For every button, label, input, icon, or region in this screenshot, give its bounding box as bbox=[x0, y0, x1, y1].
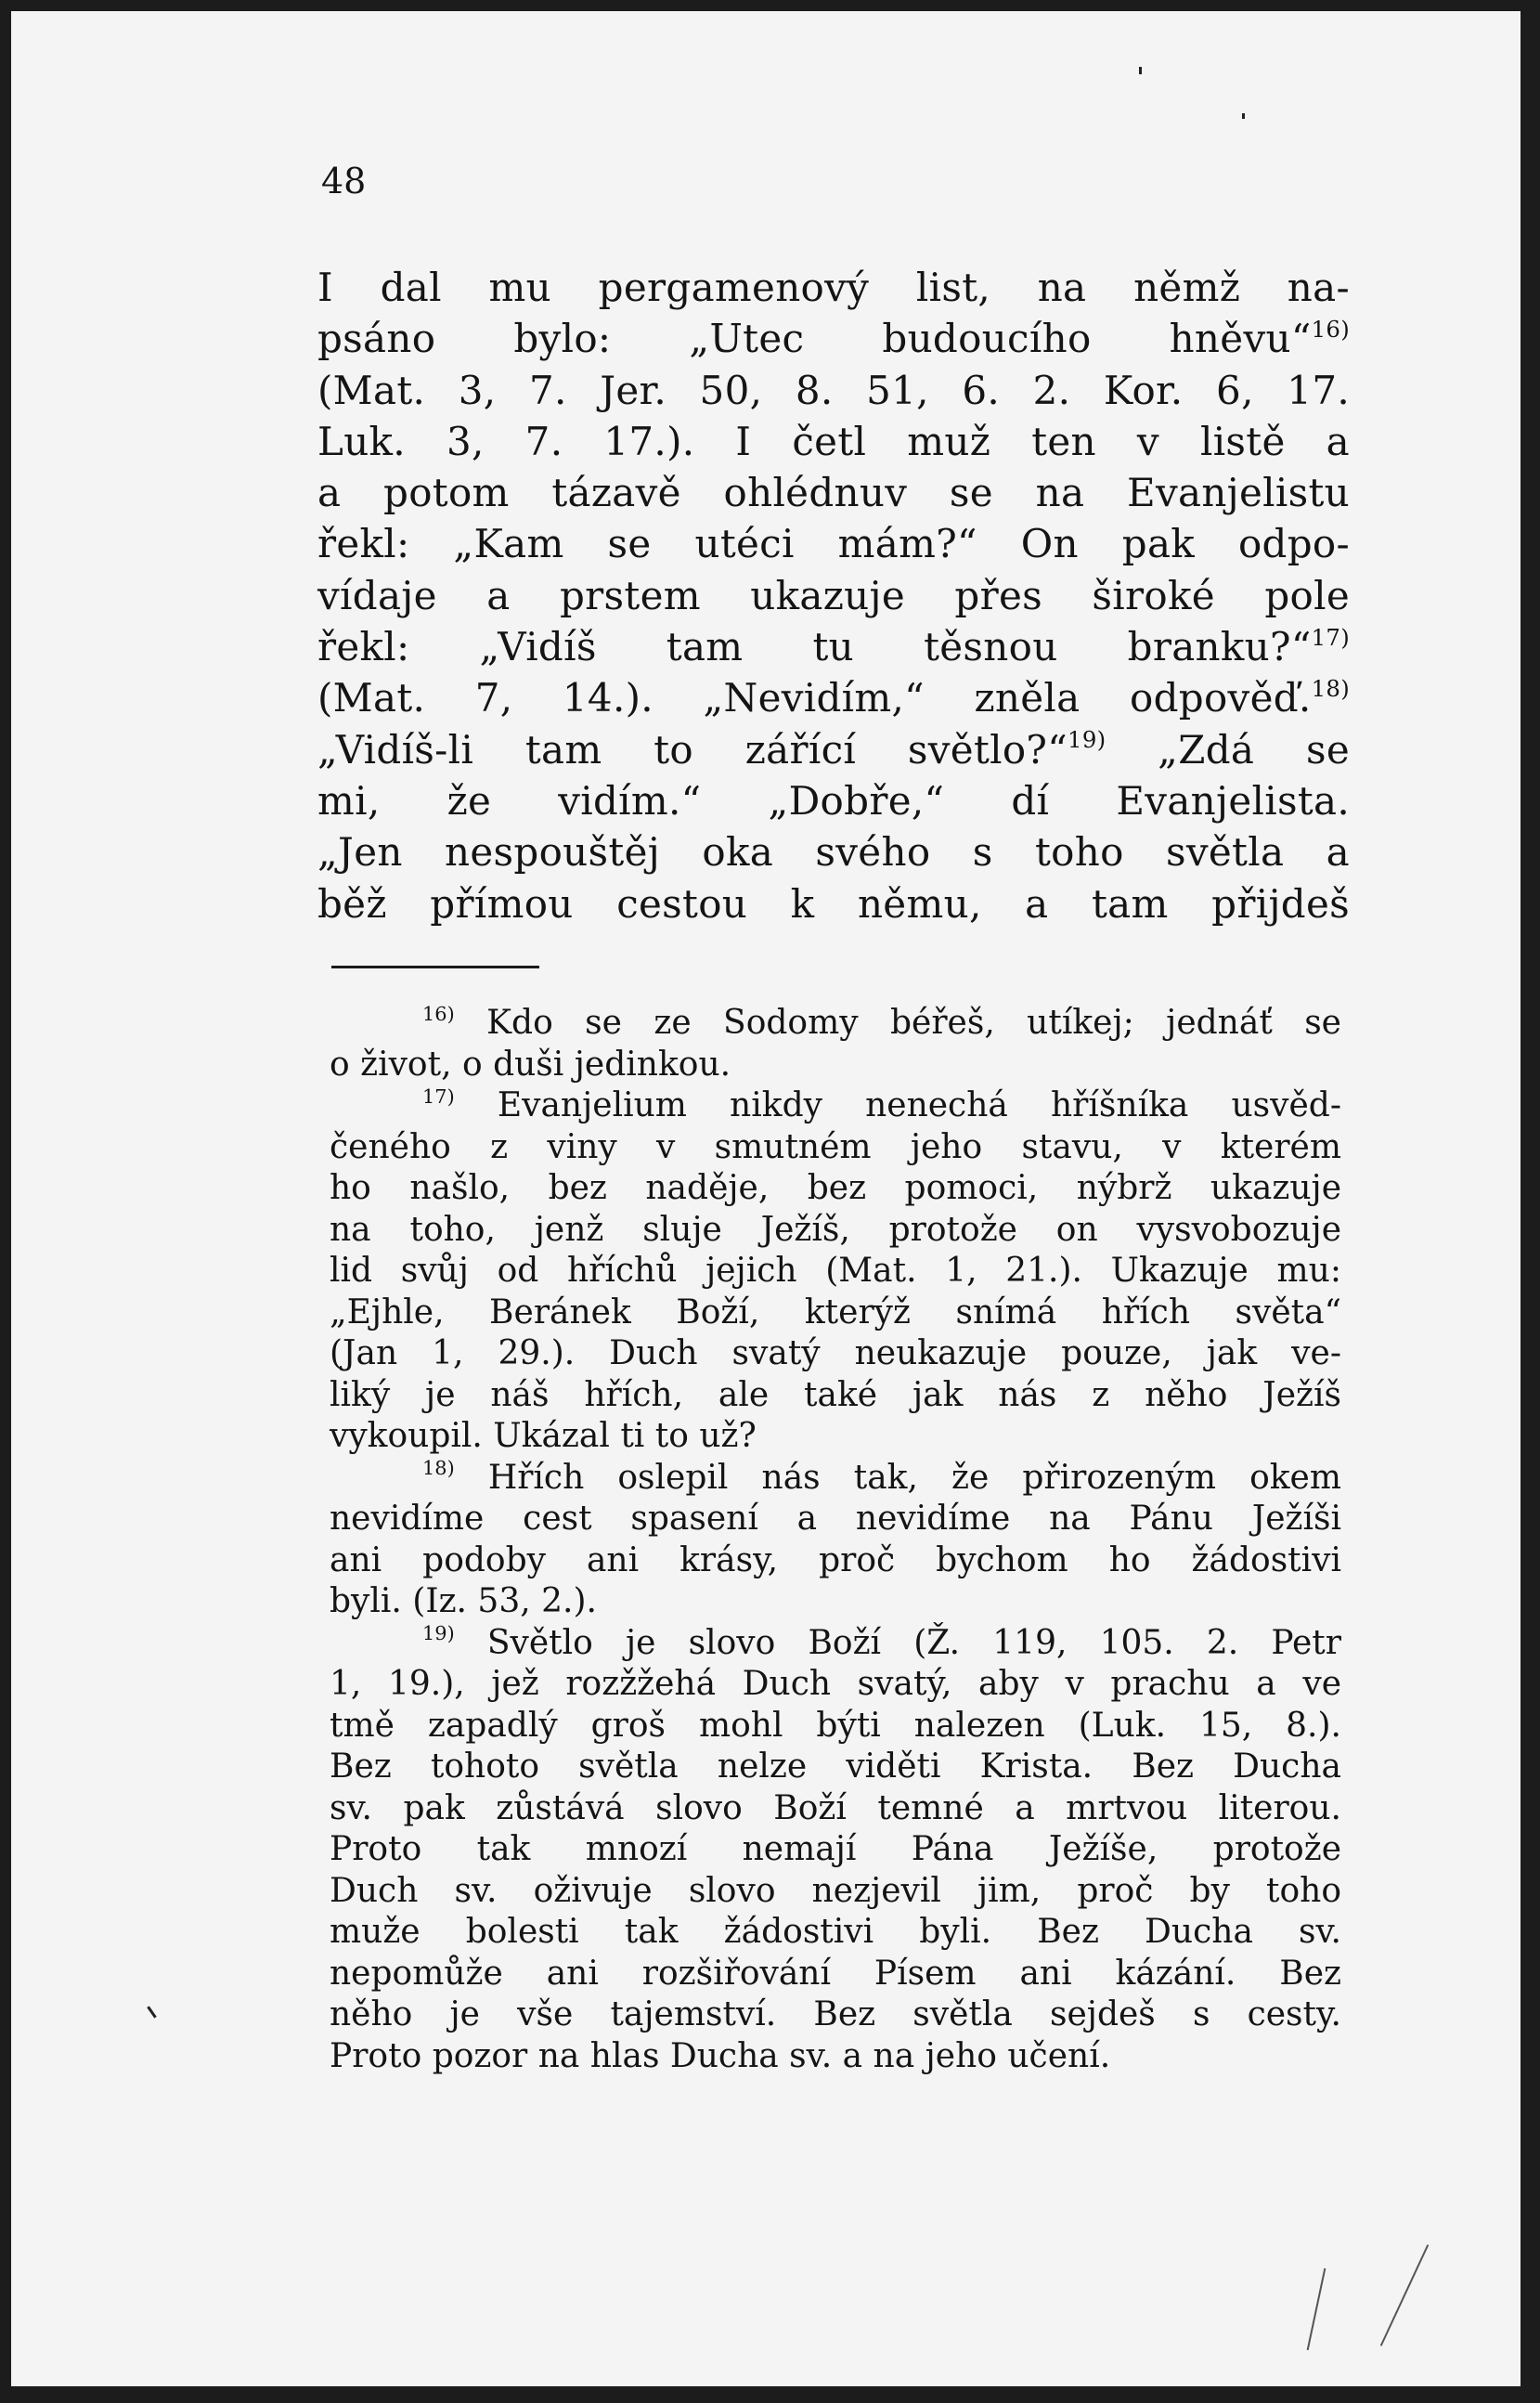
footnote-line bbox=[330, 1168, 1341, 1210]
footnote-text: Hřích oslepil nás tak, že přirozeným okem bbox=[454, 1458, 1341, 1497]
footnote-line-text: Proto pozor na hlas Ducha sv. a na jeho učení. bbox=[330, 2036, 1111, 2075]
footnote-line-text: „Ejhle, Beránek Boží, kterýž snímá hřích světa“ bbox=[330, 1292, 1341, 1331]
footnote-line bbox=[330, 1788, 1341, 1830]
scan-speck bbox=[1307, 2268, 1326, 2350]
body-line-text: „Zdá se bbox=[1106, 726, 1350, 773]
footnote-line bbox=[330, 1871, 1341, 1913]
footnote-line-text: byli. (Iz. 53, 2.). bbox=[330, 1582, 597, 1620]
footnote-line bbox=[330, 1292, 1341, 1334]
footnote-line bbox=[330, 1829, 1341, 1871]
body-line-text: (Mat. 3, 7. Jer. 50, 8. 51, 6. 2. Kor. 6, 17. bbox=[317, 367, 1350, 413]
footnote-line bbox=[330, 1085, 1341, 1127]
footnote-reference: 18) bbox=[1311, 675, 1350, 703]
body-line bbox=[317, 467, 1350, 518]
footnote-line bbox=[330, 1540, 1341, 1582]
footnote-line-text: muže bolesti tak žádostivi byli. Bez Ducha sv. bbox=[330, 1913, 1341, 1951]
footnote-line-text: liký je náš hřích, ale také jak nás z něho Ježíš bbox=[330, 1375, 1341, 1414]
footnote-line-text: nevidíme cest spasení a nevidíme na Pánu Ježíši bbox=[330, 1500, 1341, 1538]
scan-speck bbox=[1242, 113, 1245, 119]
footnote-line-text: (Jan 1, 29.). Duch svatý neukazuje pouze, jak ve- bbox=[330, 1334, 1341, 1372]
body-line bbox=[317, 826, 1350, 877]
body-line bbox=[317, 365, 1350, 416]
footnote-line-text: ani podoby ani krásy, proč bychom ho žádostivi bbox=[330, 1540, 1341, 1579]
footnote-reference: 17) bbox=[1311, 623, 1350, 651]
footnote-line-text: vykoupil. Ukázal ti to už? bbox=[330, 1417, 757, 1455]
page-number: 48 bbox=[321, 161, 367, 201]
footnote-line bbox=[330, 1954, 1341, 1995]
body-line bbox=[317, 262, 1350, 313]
footnote-marker: 17) bbox=[422, 1085, 455, 1108]
footnote-line bbox=[330, 1499, 1341, 1540]
footnote-line bbox=[330, 2036, 1341, 2078]
footnote-line bbox=[330, 1045, 1341, 1086]
footnote-marker: 19) bbox=[422, 1622, 455, 1645]
footnote-line bbox=[330, 1994, 1341, 2036]
footnote-line-text: Bez tohoto světla nelze viděti Krista. Bez Ducha bbox=[330, 1747, 1341, 1786]
footnote-line-text: sv. pak zůstává slovo Boží temné a mrtvou literou. bbox=[330, 1788, 1341, 1827]
body-line bbox=[317, 313, 1350, 364]
body-line bbox=[317, 570, 1350, 621]
scan-speck bbox=[147, 2006, 156, 2018]
body-line bbox=[317, 416, 1350, 467]
footnote-text: Světlo je slovo Boží (Ž. 119, 105. 2. Petr bbox=[454, 1623, 1341, 1662]
footnote-line bbox=[330, 1375, 1341, 1417]
footnote-line-text: Proto tak mnozí nemají Pána Ježíše, protože bbox=[330, 1830, 1341, 1868]
footnote-line bbox=[330, 1747, 1341, 1788]
body-line-text: vídaje a prstem ukazuje přes široké pole bbox=[317, 572, 1350, 618]
footnote-line-text: lid svůj od hříchů jejich (Mat. 1, 21.). Ukazuje mu: bbox=[330, 1252, 1341, 1290]
footnote-line-text: o život, o duši jedinkou. bbox=[330, 1045, 731, 1084]
footnote-line bbox=[330, 1416, 1341, 1458]
scan-speck bbox=[1380, 2244, 1430, 2346]
footnote-text: Evanjelium nikdy nenechá hříšníka usvěd- bbox=[454, 1086, 1341, 1124]
body-line-text: I dal mu pergamenový list, na němž na- bbox=[317, 265, 1350, 310]
footnotes bbox=[330, 1003, 1341, 2077]
footnote-line bbox=[330, 1664, 1341, 1706]
body-line-text: „Vidíš-li tam to zářící světlo?“ bbox=[317, 726, 1068, 773]
body-line bbox=[317, 775, 1350, 826]
footnote-line-text: tmě zapadlý groš mohl býti nalezen (Luk. 15, 8.). bbox=[330, 1706, 1341, 1745]
footnote-line-text: 1, 19.), jež rozžžehá Duch svatý, aby v prachu a ve bbox=[330, 1665, 1341, 1703]
footnote-text: Kdo se ze Sodomy béřeš, utíkej; jednáť se bbox=[454, 1004, 1341, 1042]
main-text bbox=[317, 262, 1350, 929]
body-line bbox=[317, 518, 1350, 569]
footnote-line-text: na toho, jenž sluje Ježíš, protože on vysvobozuje bbox=[330, 1210, 1341, 1249]
body-line-text: „Jen nespouštěj oka svého s toho světla a bbox=[317, 829, 1350, 876]
body-line bbox=[317, 672, 1350, 723]
footnote-line bbox=[330, 1623, 1341, 1665]
body-line-text: řekl: „Kam se utéci mám?“ On pak odpo- bbox=[317, 521, 1350, 567]
scan-speck bbox=[1139, 67, 1142, 74]
body-line-text: mi, že vidím.“ „Dobře,“ dí Evanjelista. bbox=[317, 777, 1350, 824]
footnote-line bbox=[330, 1127, 1341, 1169]
footnote-reference: 16) bbox=[1311, 316, 1350, 344]
body-line-text: běž přímou cestou k němu, a tam přijdeš bbox=[317, 880, 1350, 927]
footnote-line-text: ho našlo, bez naděje, bez pomoci, nýbrž ukazuje bbox=[330, 1169, 1341, 1207]
body-line bbox=[317, 878, 1350, 929]
footnote-reference: 19) bbox=[1068, 726, 1106, 754]
footnote-line bbox=[330, 1333, 1341, 1375]
footnote-line bbox=[330, 1458, 1341, 1500]
footnote-marker: 16) bbox=[422, 1002, 455, 1025]
body-line-text: a potom tázavě ohlédnuv se na Evanjelistu bbox=[317, 470, 1350, 516]
footnote-line-text: Duch sv. oživuje slovo nezjevil jim, proč by toho bbox=[330, 1871, 1341, 1910]
footnote-separator bbox=[331, 966, 539, 968]
footnote-line-text: čeného z viny v smutném jeho stavu, v kterém bbox=[330, 1127, 1341, 1166]
footnote-line bbox=[330, 1003, 1341, 1045]
footnote-line-text: něho je vše tajemství. Bez světla sejdeš s cesty. bbox=[330, 1995, 1341, 2033]
body-line-text: (Mat. 7, 14.). „Nevidím,“ zněla odpověď. bbox=[317, 675, 1312, 721]
book-page bbox=[11, 11, 1521, 2386]
body-line bbox=[317, 724, 1350, 775]
footnote-marker: 18) bbox=[422, 1457, 455, 1480]
body-line-text: řekl: „Vidíš tam tu těsnou branku?“ bbox=[317, 624, 1312, 670]
footnote-line bbox=[330, 1251, 1341, 1292]
body-line-text: psáno bylo: „Utec budoucího hněvu“ bbox=[317, 316, 1312, 362]
footnote-line bbox=[330, 1581, 1341, 1623]
body-line bbox=[317, 621, 1350, 672]
footnote-line-text: nepomůže ani rozšiřování Písem ani kázání. Bez bbox=[330, 1954, 1341, 1993]
footnote-line bbox=[330, 1912, 1341, 1954]
body-line-text: Luk. 3, 7. 17.). I četl muž ten v listě a bbox=[317, 418, 1350, 464]
footnote-line bbox=[330, 1210, 1341, 1252]
footnote-line bbox=[330, 1706, 1341, 1747]
